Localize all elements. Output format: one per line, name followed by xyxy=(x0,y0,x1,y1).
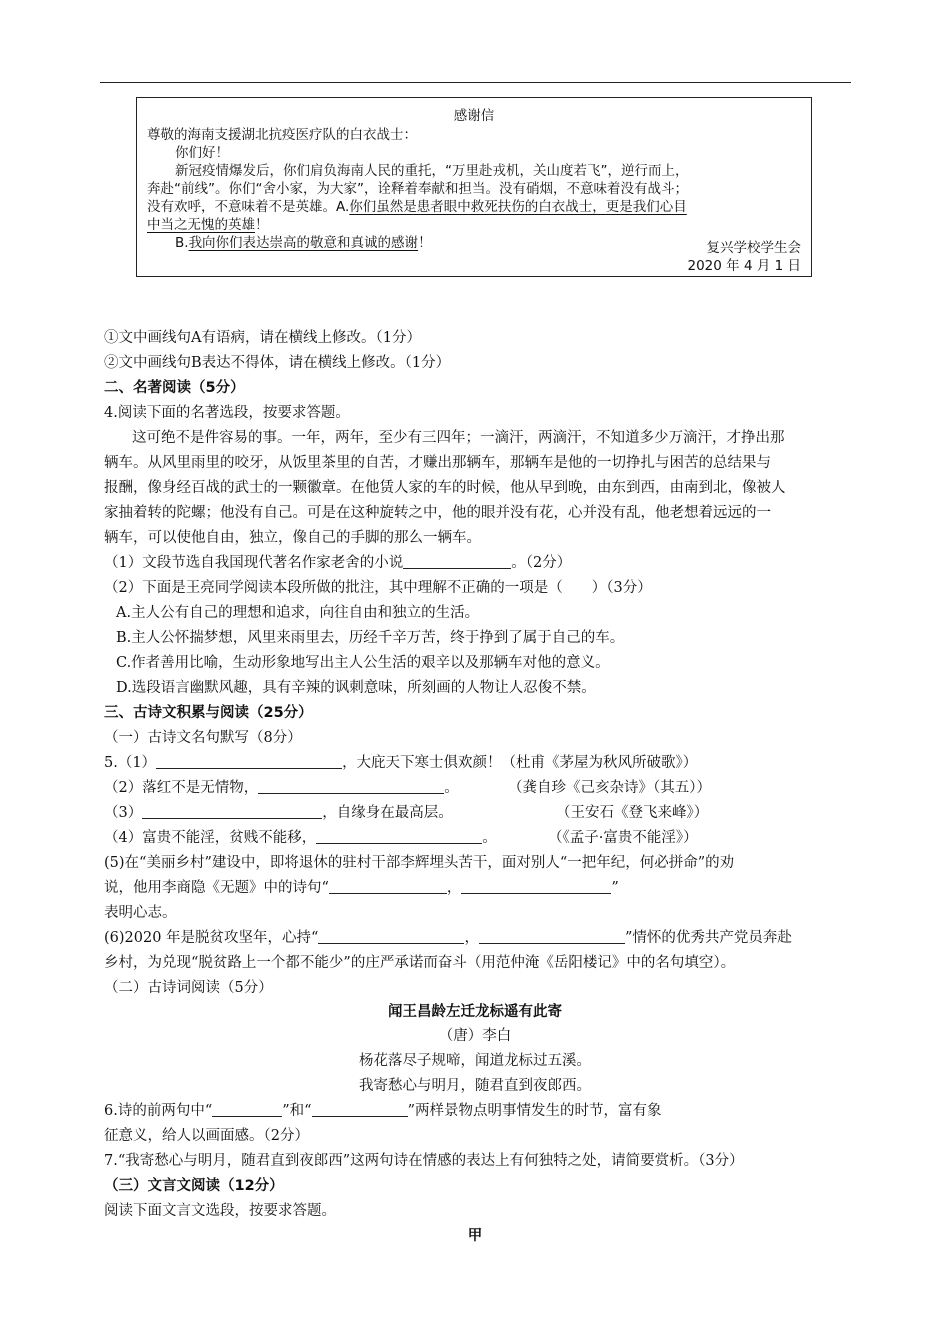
q5-6-comma: ， xyxy=(464,930,479,946)
q6-line-1 xyxy=(104,1099,662,1120)
passage-line: 报酬，像身经百战的武士的一颗徽章。在他赁人家的车的时候，他从早到晚，由东到西，由南到北，像被人 xyxy=(104,480,786,496)
answer-blank[interactable] xyxy=(318,929,464,944)
letter-title: 感谢信 xyxy=(453,108,495,124)
section-3-heading: 三、古诗文积累与阅读（25分） xyxy=(104,705,313,721)
underlined-sentence-b: 我向你们表达崇高的敬意和真诚的感谢 xyxy=(188,235,419,251)
q5-5-close-quote: ” xyxy=(611,880,619,896)
q5-6-line-2: 乡村，为兑现“脱贫路上一个都不能少”的庄严承诺而奋斗（用范仲淹《岳阳楼记》中的名句填空）。 xyxy=(104,955,736,971)
underlined-sentence-a-cont: 中当之无愧的英雄 xyxy=(147,217,255,233)
answer-blank[interactable] xyxy=(316,829,482,844)
letter-paragraph-line: 奔赴“前线”。你们“舍小家，为大家”，诠释着奉献和担当。没有硝烟，不意味着没有战斗； xyxy=(147,181,688,197)
q6-text-end: ”两样景物点明事情发生的时节，富有象 xyxy=(407,1103,662,1119)
poem-line: 我寄愁心与明月，随君直到夜郎西。 xyxy=(359,1078,591,1094)
q5-6-line-1 xyxy=(104,926,792,947)
letter-signature: 复兴学校学生会 xyxy=(706,240,801,256)
passage-line: 辆车。从风里雨里的咬牙，从饭里茶里的自苦，才赚出那辆车，那辆车是他的一切挣扎与困苦的总结果与 xyxy=(104,455,771,471)
q5-5-comma: ， xyxy=(446,880,462,896)
q5-6-text-end: ”情怀的优秀共产党员奔赴 xyxy=(624,930,792,946)
q4-1-points: 。（2分） xyxy=(511,555,572,571)
q5-1-label: 5.（1） xyxy=(104,755,157,771)
q4-2: （2）下面是王亮同学阅读本段所做的批注，其中理解不正确的一项是（ ）（3分） xyxy=(104,580,652,596)
q5-1-text: ，大庇天下寒士俱欢颜！（杜甫《茅屋为秋风所破歌》） xyxy=(342,755,698,771)
q6-text: 6.诗的前两句中“ xyxy=(104,1103,213,1119)
q6-mid: ”和“ xyxy=(282,1103,312,1119)
q5-3-text: ，自缘身在最高层。 xyxy=(322,805,453,821)
q5-2-end: 。 xyxy=(444,780,459,796)
letter-text: ！ xyxy=(255,217,269,233)
q5-6-text: (6)2020 年是脱贫攻坚年，心持“ xyxy=(104,930,319,946)
q5-4-text: （4）富贵不能淫，贫贱不能移， xyxy=(104,830,317,846)
header-rule xyxy=(100,82,851,83)
q5-3-source: （王安石《登飞来峰》） xyxy=(556,805,709,821)
subsection-3-heading: （三）文言文阅读（12分） xyxy=(104,1178,284,1194)
passage-line: 这可绝不是件容易的事。一年，两年，至少有三四年；一滴汗，两滴汗，不知道多少万滴汗，才挣出那 xyxy=(132,430,785,446)
answer-blank[interactable] xyxy=(403,554,511,569)
q5-3-label: （3） xyxy=(104,805,143,821)
q5-5-text: 说，他用李商隐《无题》中的诗句“ xyxy=(104,880,329,896)
answer-blank[interactable] xyxy=(156,754,342,769)
q3-item-1: ①文中画线句A有语病，请在横线上修改。（1分） xyxy=(104,330,421,346)
letter-date: 2020 年 4 月 1 日 xyxy=(687,258,801,274)
q5-2-source: （龚自珍《己亥杂诗》（其五）） xyxy=(508,780,711,796)
answer-blank[interactable] xyxy=(479,929,625,944)
passage-jia-label: 甲 xyxy=(467,1227,483,1244)
option-b: B.主人公怀揣梦想，风里来雨里去，历经千辛万苦，终于挣到了属于自己的车。 xyxy=(116,630,625,646)
answer-blank[interactable] xyxy=(312,1102,408,1117)
letter-greeting: 尊敬的海南支援湖北抗疫医疗队的白衣战士： xyxy=(147,127,417,143)
subsection-3-intro: 阅读下面文言文选段，按要求答题。 xyxy=(104,1203,336,1219)
section-2-heading: 二、名著阅读（5分） xyxy=(104,380,245,396)
answer-blank[interactable] xyxy=(212,1102,282,1117)
answer-blank[interactable] xyxy=(142,804,322,819)
underlined-sentence-a: 你们虽然是患者眼中救死扶伤的白衣战士，更是我们心目 xyxy=(349,199,687,215)
sentence-b-label: B. xyxy=(175,235,189,251)
sentence-a-label: A. xyxy=(336,199,350,215)
option-a: A.主人公有自己的理想和追求，向往自由和独立的生活。 xyxy=(116,605,480,621)
option-c: C.作者善用比喻，生动形象地写出主人公生活的艰辛以及那辆车对他的意义。 xyxy=(116,655,610,671)
letter-text: ！ xyxy=(418,235,432,251)
answer-blank[interactable] xyxy=(329,879,447,894)
q5-3 xyxy=(104,801,453,822)
letter-paragraph-line xyxy=(147,195,687,215)
option-d: D.选段语言幽默风趣，具有辛辣的讽刺意味，所刻画的人物让人忍俊不禁。 xyxy=(116,680,596,696)
subsection-1-heading: （一）古诗文名句默写（8分） xyxy=(104,730,302,746)
q5-1 xyxy=(104,751,697,772)
q5-5-line-3: 表明心志。 xyxy=(104,905,177,921)
subsection-2-heading: （二）古诗词阅读（5分） xyxy=(104,980,273,996)
q4-prompt: 4.阅读下面的名著选段，按要求答题。 xyxy=(104,405,350,421)
thank-you-letter-box xyxy=(136,97,812,277)
letter-paragraph-line xyxy=(147,213,269,233)
poem-title: 闻王昌龄左迁龙标遥有此寄 xyxy=(388,1004,562,1020)
letter-text: 没有欢呼，不意味着不是英雄。 xyxy=(147,199,336,215)
q5-4 xyxy=(104,826,497,847)
q6-line-2: 征意义，给人以画面感。（2分） xyxy=(104,1128,309,1144)
poem-author: （唐）李白 xyxy=(438,1028,512,1044)
answer-blank[interactable] xyxy=(461,879,611,894)
q4-1 xyxy=(104,551,571,572)
passage-line: 辆车，可以使他自由，独立，像自己的手脚的那么一辆车。 xyxy=(104,530,481,546)
poem-line: 杨花落尽子规啼，闻道龙标过五溪。 xyxy=(359,1053,591,1069)
answer-blank[interactable] xyxy=(258,779,444,794)
passage-line: 家抽着转的陀螺；他没有自己。可是在这种旋转之中，他的眼并没有花，心并没有乱，他老想着远远的一 xyxy=(104,505,771,521)
q3-item-2: ②文中画线句B表达不得体，请在横线上修改。（1分） xyxy=(104,355,451,371)
letter-hello: 你们好！ xyxy=(175,145,229,161)
q5-5-line-2 xyxy=(104,876,619,897)
q5-4-end: 。 xyxy=(482,830,497,846)
letter-paragraph-line xyxy=(175,231,432,251)
q5-4-source: （《孟子·富贵不能淫》） xyxy=(548,830,698,846)
letter-paragraph-line: 新冠疫情爆发后，你们肩负海南人民的重托，“万里赴戎机，关山度若飞”，逆行而上， xyxy=(175,163,689,179)
q7: 7.“我寄愁心与明月，随君直到夜郎西”这两句诗在情感的表达上有何独特之处，请简要赏析。（3分） xyxy=(104,1153,744,1169)
q5-2 xyxy=(104,776,459,797)
q4-1-text: （1）文段节选自我国现代著名作家老舍的小说 xyxy=(104,555,404,571)
q5-2-text: （2）落红不是无情物， xyxy=(104,780,259,796)
q5-5-line-1: (5)在“美丽乡村”建设中，即将退休的驻村干部李辉埋头苦干，面对别人“一把年纪，何必拼命”的劝 xyxy=(104,855,735,871)
